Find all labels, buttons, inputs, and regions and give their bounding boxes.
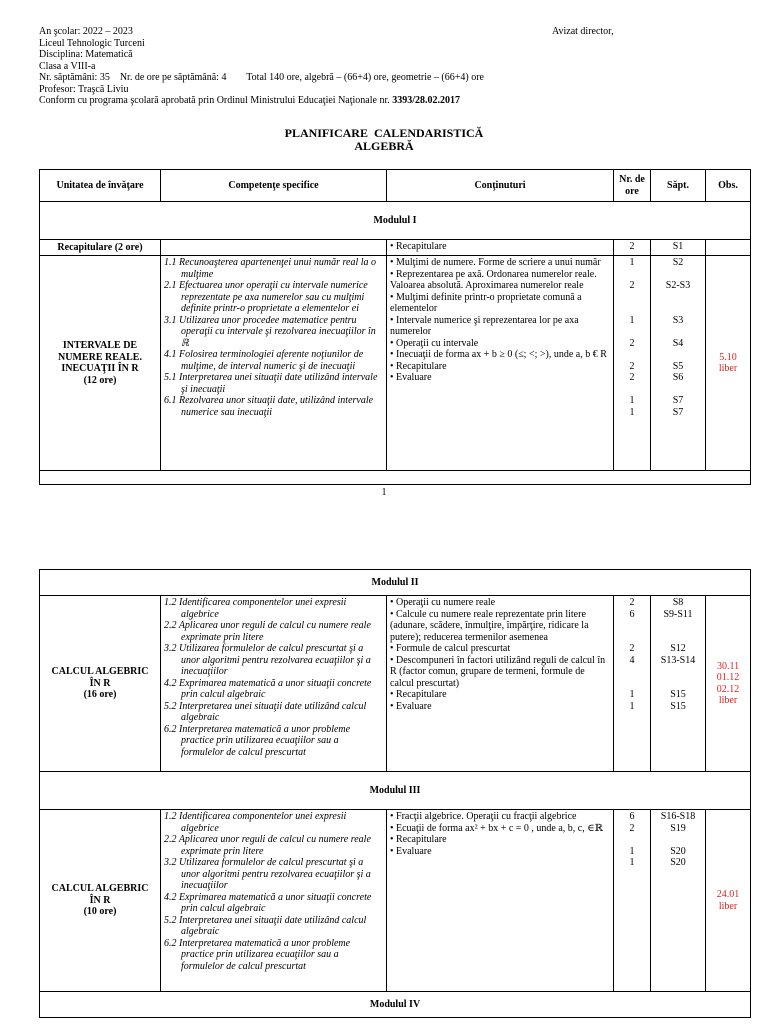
content-item: • Mulţimi definite printr-o proprietate comună a elementelor <box>390 291 582 314</box>
unit-line: CALCUL ALGEBRIC <box>51 666 149 678</box>
plan-table-page-1 <box>39 169 751 485</box>
hours-cell: 2 <box>614 240 651 256</box>
header-line: An şcolar: 2022 – 2023 <box>39 26 133 37</box>
competence-item: 1.2 Identificarea componentelor unei expresii algebrice <box>164 811 347 834</box>
program-line <box>39 95 739 107</box>
hours-value: 1 <box>629 689 635 700</box>
hours-value: 6 <box>629 811 635 822</box>
obs-value: liber <box>718 900 738 912</box>
module-title: Modulul II <box>40 570 751 596</box>
content-item: • Recapitulare <box>390 834 447 845</box>
table-row <box>40 471 751 485</box>
header-line: Liceul Tehnologic Turceni <box>39 37 145 49</box>
obs-value: 30.11 <box>716 660 740 672</box>
unit-line: INTERVALE DE <box>62 340 138 351</box>
cont-cell <box>387 810 614 992</box>
content-item: • Evaluare <box>390 845 432 857</box>
unit-cell <box>40 810 161 992</box>
week-value: S8 <box>672 597 684 608</box>
module-row <box>40 202 751 240</box>
hours-value: 1 <box>629 845 635 857</box>
plan-table-page-2 <box>39 569 751 1018</box>
hours-value: 1 <box>629 257 635 268</box>
header-line: Nr. săptămâni: 35 Nr. de ore pe săptămână: 4 Total 140 ore, algebră – (66+4) ore, geometrie – (66+4) ore <box>39 72 484 83</box>
unit-line: INECUAŢII ÎN R <box>61 363 139 374</box>
table-row <box>40 240 751 256</box>
competence-item: 5.1 Interpretarea unei situaţii date utilizând intervale şi inecuaţii <box>164 372 378 395</box>
col-header-ore: Nr. de ore <box>614 170 651 202</box>
content-item: • Recapitulare <box>390 689 447 700</box>
content-item: • Ecuaţii de forma ax² + bx + c = 0 , unde a, b, c, ∈ℝ <box>390 822 603 834</box>
unit-line: ÎN R <box>89 894 111 906</box>
module-title: Modulul III <box>40 772 751 810</box>
table-row <box>40 596 751 772</box>
week-cell <box>651 256 706 471</box>
program-text: Conform cu programa şcolară aprobată prin Ordinul Ministrului Educaţiei Naţionale nr. <box>39 95 393 106</box>
week-cell <box>651 810 706 992</box>
comp-cell <box>161 240 387 256</box>
competence-item: 4.2 Exprimarea matematică a unor situaţii concrete prin calcul algebraic <box>164 891 372 914</box>
week-value: S4 <box>672 337 684 349</box>
unit-cell <box>40 256 161 471</box>
module-row <box>40 772 751 810</box>
content-item: • Formule de calcul prescurtat <box>390 643 511 654</box>
competence-item: 4.1 Folosirea terminologiei aferente noţiunilor de mulţime, de interval numeric şi de inecuaţii <box>164 349 364 372</box>
week-value: S13-S14 <box>660 654 696 666</box>
program-order-number: 3393/28.02.2017 <box>392 95 461 106</box>
header-line: Profesor: Traşcă Liviu <box>39 83 129 95</box>
content-item: • Intervale numerice şi reprezentarea lor pe axa numerelor <box>390 314 579 337</box>
approval-label: Avizat director, <box>552 26 614 37</box>
hours-cell <box>614 810 651 992</box>
competence-item: 3.1 Utilizarea unor procedee matematice pentru operaţii cu intervale şi rezolvarea inecuaţiilor în ℝ <box>164 314 376 349</box>
hours-value: 2 <box>629 822 635 834</box>
week-value: S15 <box>670 700 686 712</box>
content-item: • Recapitulare <box>390 360 447 372</box>
competence-item: 3.2 Utilizarea formulelor de calcul prescurtat şi a unor algoritmi pentru rezolvarea ecuaţiilor şi a inecuaţiilor <box>164 857 371 891</box>
hours-value: 1 <box>629 406 635 418</box>
hours-value: 2 <box>629 643 635 654</box>
unit-cell <box>40 596 161 772</box>
week-value: S19 <box>670 822 686 834</box>
comp-cell <box>161 256 387 471</box>
week-value: S12 <box>670 643 686 654</box>
week-value: S9-S11 <box>663 608 693 620</box>
obs-cell <box>706 596 751 772</box>
title-line-1: PLANIFICARE CALENDARISTICĂ <box>284 126 484 140</box>
week-value: S6 <box>672 372 684 383</box>
module-title: Modulul I <box>40 202 751 240</box>
competence-item: 6.2 Interpretarea matematică a unor probleme practice prin utilizarea ecuaţiilor sau a formulelor de calcul prescurtat <box>164 937 351 972</box>
comp-cell <box>161 810 387 992</box>
comp-cell <box>161 596 387 772</box>
week-value: S3 <box>672 314 684 326</box>
competence-item: 1.1 Recunoaşterea apartenenţei unui număr real la o mulţime <box>164 257 377 280</box>
content-item: • Operaţii cu numere reale <box>390 597 496 608</box>
unit-line: (12 ore) <box>83 374 117 386</box>
hours-value: 4 <box>629 654 635 666</box>
content-item: • Fracţii algebrice. Operaţii cu fracţii algebrice <box>390 811 577 822</box>
obs-value: 01.12 <box>716 672 740 683</box>
week-cell: S1 <box>651 240 706 256</box>
hours-value: 2 <box>629 360 635 372</box>
week-value: S16-S18 <box>660 811 696 822</box>
hours-value: 1 <box>629 700 635 712</box>
cont-cell: • Recapitulare <box>387 240 614 256</box>
module-row <box>40 992 751 1018</box>
content-item: • Calcule cu numere reale reprezentate prin litere (adunare, scădere, înmulţire, împărţire, ridicare la putere); reducerea termenilor asemenea <box>390 608 589 643</box>
week-value: S20 <box>670 857 686 868</box>
col-header-unit: Unitatea de învăţare <box>40 170 161 202</box>
col-header-obs: Obs. <box>706 170 751 202</box>
col-header-sapt: Săpt. <box>651 170 706 202</box>
unit-line: ÎN R <box>89 677 111 689</box>
hours-cell <box>614 596 651 772</box>
hours-value: 2 <box>629 372 635 383</box>
table-header-row <box>40 170 751 202</box>
obs-value: liber <box>718 695 738 706</box>
week-value: S2 <box>672 257 684 268</box>
header-line: Disciplina: Matematică <box>39 49 133 60</box>
hours-value: 1 <box>629 395 635 406</box>
week-value: S15 <box>670 689 686 700</box>
unit-line: (16 ore) <box>83 689 117 701</box>
module-row <box>40 570 751 596</box>
hours-cell <box>614 256 651 471</box>
table-row <box>40 256 751 471</box>
week-cell <box>651 596 706 772</box>
hours-value: 2 <box>629 280 635 291</box>
title-line-2: ALGEBRĂ <box>354 139 414 153</box>
document-header <box>39 26 739 107</box>
hours-value: 1 <box>629 857 635 868</box>
week-value: S5 <box>672 360 684 372</box>
header-line: Clasa a VIII-a <box>39 60 96 72</box>
cont-cell <box>387 596 614 772</box>
obs-value: 5.10 <box>719 351 737 363</box>
document-title <box>0 127 768 153</box>
week-value: S7 <box>672 406 684 418</box>
obs-value: 24.01 <box>716 889 740 900</box>
col-header-cont: Conţinuturi <box>387 170 614 202</box>
obs-value: liber <box>718 363 738 374</box>
content-item: • Mulţimi de numere. Forme de scriere a unui număr <box>390 257 601 268</box>
competence-item: 2.1 Efectuarea unor operaţii cu intervale numerice reprezentate pe axa numerelor sau cu mulţimi definite printr-o proprietate a elementelor ei <box>164 280 368 314</box>
content-item: • Evaluare <box>390 372 432 383</box>
empty-row <box>40 471 751 485</box>
cont-cell <box>387 256 614 471</box>
unit-line: NUMERE REALE. <box>58 351 142 363</box>
obs-cell <box>706 256 751 471</box>
unit-line: (10 ore) <box>83 906 117 918</box>
obs-cell <box>706 240 751 256</box>
competence-item: 5.2 Interpretarea unei situaţii date utilizând calcul algebraic <box>164 914 367 937</box>
hours-value: 1 <box>629 314 635 326</box>
obs-value: 02.12 <box>716 683 740 695</box>
hours-value: 2 <box>629 337 635 349</box>
module-title: Modulul IV <box>40 992 751 1018</box>
unit-line: CALCUL ALGEBRIC <box>51 883 149 895</box>
hours-value: 6 <box>629 608 635 620</box>
week-value: S7 <box>672 395 684 406</box>
week-value: S20 <box>670 845 686 857</box>
content-item: • Inecuaţii de forma ax + b ≥ 0 (≤; <; >), unde a, b € R <box>390 349 607 360</box>
obs-cell <box>706 810 751 992</box>
content-item: • Evaluare <box>390 700 432 712</box>
content-item: • Reprezentarea pe axă. Ordonarea numerelor reale. Valoarea absolută. Aproximarea numerelor reale <box>390 268 597 291</box>
col-header-comp: Competenţe specifice <box>161 170 387 202</box>
unit-cell: Recapitulare (2 ore) <box>40 240 161 256</box>
content-item: • Operaţii cu intervale <box>390 337 479 349</box>
table-row <box>40 810 751 992</box>
competence-item: 1.2 Identificarea componentelor unei expresii algebrice <box>164 597 347 620</box>
hours-value: 2 <box>629 597 635 608</box>
competence-item: 6.1 Rezolvarea unor situaţii date, utilizând intervale numerice sau inecuaţii <box>164 395 374 418</box>
competence-item: 3.2 Utilizarea formulelor de calcul prescurtat şi a unor algoritmi pentru rezolvarea ecuaţiilor şi a inecuaţiilor <box>164 643 371 677</box>
competence-item: 2.2 Aplicarea unor reguli de calcul cu numere reale exprimate prin litere <box>164 620 371 643</box>
page-number: 1 <box>381 487 387 498</box>
competence-item: 6.2 Interpretarea matematică a unor probleme practice prin utilizarea ecuaţiilor sau a formulelor de calcul prescurtat <box>164 723 351 758</box>
content-item: • Descompuneri în factori utilizând reguli de calcul în R (factor comun, grupare de termeni, formule de calcul prescurtat) <box>390 654 606 689</box>
competence-item: 5.2 Interpretarea unei situaţii date utilizând calcul algebraic <box>164 700 367 723</box>
week-value: S2-S3 <box>665 280 691 291</box>
competence-item: 2.2 Aplicarea unor reguli de calcul cu numere reale exprimate prin litere <box>164 834 371 857</box>
competence-item: 4.2 Exprimarea matematică a unor situaţii concrete prin calcul algebraic <box>164 677 372 700</box>
